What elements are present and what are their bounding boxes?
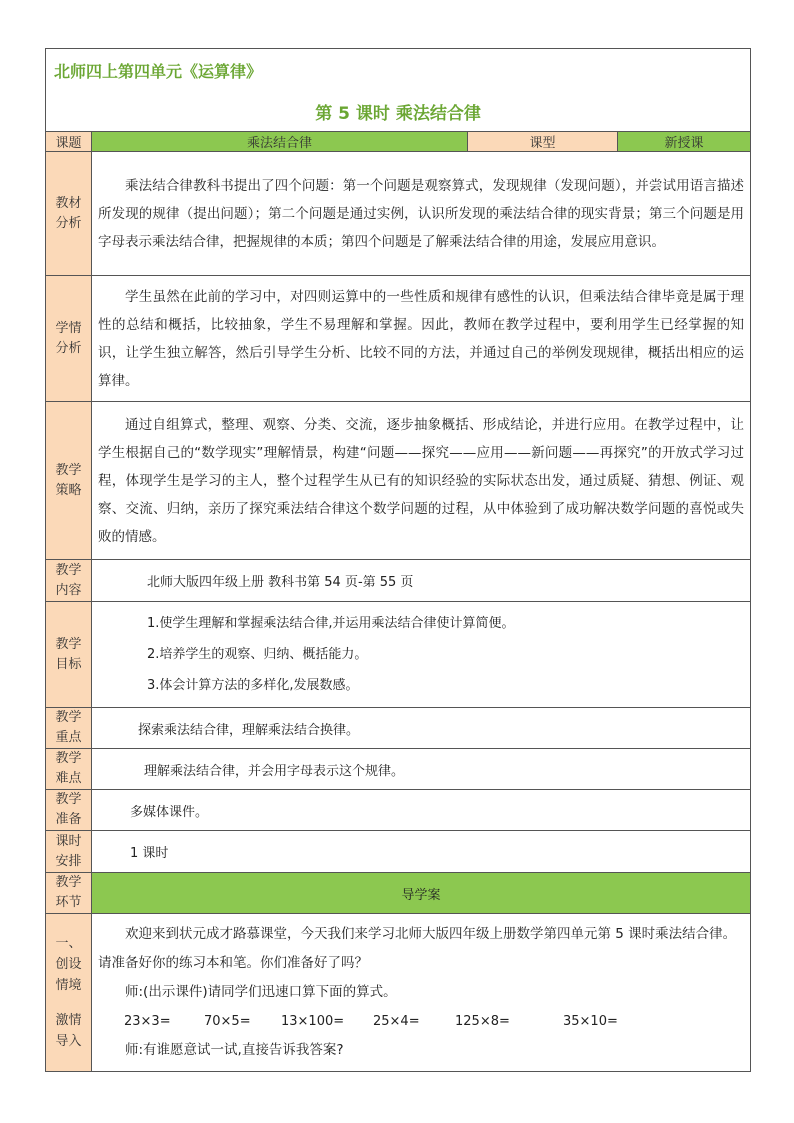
calc-item: 25×4=: [373, 1014, 420, 1029]
goals-list: [92, 602, 751, 708]
goals-label: 教学 目标: [46, 602, 92, 708]
step1-intro: 欢迎来到状元成才路慕课堂，今天我们来学习北师大版四年级上册数学第四单元第 5 课时乘法结合律。请准备好你的练习本和笔。你们准备好了吗？: [98, 926, 737, 971]
strategy-label: 教学 策略: [46, 402, 92, 560]
teacher-question: 师:有谁愿意试一试,直接告诉我答案?: [125, 1042, 344, 1058]
key-points-text: 探索乘法结合律，理解乘法结合换律。: [92, 708, 751, 749]
preparation-label: 教学 准备: [46, 790, 92, 831]
goal-item: 1.使学生理解和掌握乘法结合律,并运用乘法结合律使计算简便。: [147, 616, 515, 631]
step1-content: [92, 914, 751, 1072]
type-value: 新授课: [618, 132, 751, 152]
content-text: 北师大版四年级上册 教科书第 54 页-第 55 页: [92, 560, 751, 602]
calc-item: 125×8=: [455, 1014, 510, 1029]
lesson-title: 第 5 课时 乘法结合律: [315, 104, 481, 124]
strategy-text: 通过自组算式，整理、观察、分类、交流，逐步抽象概括、形成结论，并进行应用。在教学过程中，让学生根据自己的“数学现实”理解情景，构建“问题——探究——应用——新问题——再探究”的开放式学习过程，体现学生是学习的主人，整个过程学生从已有的知识经验的实际状态出发，通过质疑、猜想、例证、观察、交流、归纳，亲历了探究乘法结合律这个数学问题的过程，从中体验到了成功解决数学问题的喜悦或失败的情感。: [92, 402, 751, 560]
students-text: 学生虽然在此前的学习中，对四则运算中的一些性质和规律有感性的认识，但乘法结合律毕竟是属于理性的总结和概括，比较抽象，学生不易理解和掌握。因此，教师在教学过程中，要利用学生已经掌握的知识，让学生独立解答，然后引导学生分析、比较不同的方法，并通过自己的举例发现规律，概括出相应的运算律。: [92, 276, 751, 402]
step1-label: 一、 创设 情境 激情 导入: [46, 914, 92, 1072]
schedule-label: 课时 安排: [46, 831, 92, 873]
key-points-label: 教学 重点: [46, 708, 92, 749]
goal-item: 2.培养学生的观察、归纳、概括能力。: [147, 647, 368, 662]
phase-text: 导学案: [92, 873, 751, 914]
topic-label: 课题: [46, 132, 92, 152]
calc-item: 13×100=: [281, 1014, 345, 1029]
textbook-label: 教材 分析: [46, 152, 92, 276]
students-label: 学情 分析: [46, 276, 92, 402]
lesson-plan-table: [45, 48, 751, 1072]
calc-item: 35×10=: [563, 1014, 618, 1029]
difficulties-text: 理解乘法结合律，并会用字母表示这个规律。: [92, 749, 751, 790]
lesson-plan-page: [45, 48, 750, 1072]
phase-label: 教学 环节: [46, 873, 92, 914]
content-label: 教学 内容: [46, 560, 92, 602]
schedule-text: 1 课时: [92, 831, 751, 873]
topic-value: 乘法结合律: [92, 132, 468, 152]
preparation-text: 多媒体课件。: [92, 790, 751, 831]
series-title: 北师四上第四单元《运算律》: [54, 62, 263, 81]
header: [46, 49, 751, 132]
calc-row: [98, 1007, 744, 1036]
difficulties-label: 教学 难点: [46, 749, 92, 790]
goal-item: 3.体会计算方法的多样化,发展数感。: [147, 678, 359, 693]
type-label: 课型: [468, 132, 618, 152]
textbook-text: 乘法结合律教科书提出了四个问题：第一个问题是观察算式，发现规律（发现问题），并尝试用语言描述所发现的规律（提出问题）；第二个问题是通过实例，认识所发现的乘法结合律的现实背景；第三个问题是用字母表示乘法结合律，把握规律的本质；第四个问题是了解乘法结合律的用途，发展应用意识。: [92, 152, 751, 276]
teacher-line: 师:(出示课件)请同学们迅速口算下面的算式。: [125, 984, 397, 1000]
calc-item: 70×5=: [204, 1014, 251, 1029]
calc-item: 23×3=: [124, 1014, 171, 1029]
